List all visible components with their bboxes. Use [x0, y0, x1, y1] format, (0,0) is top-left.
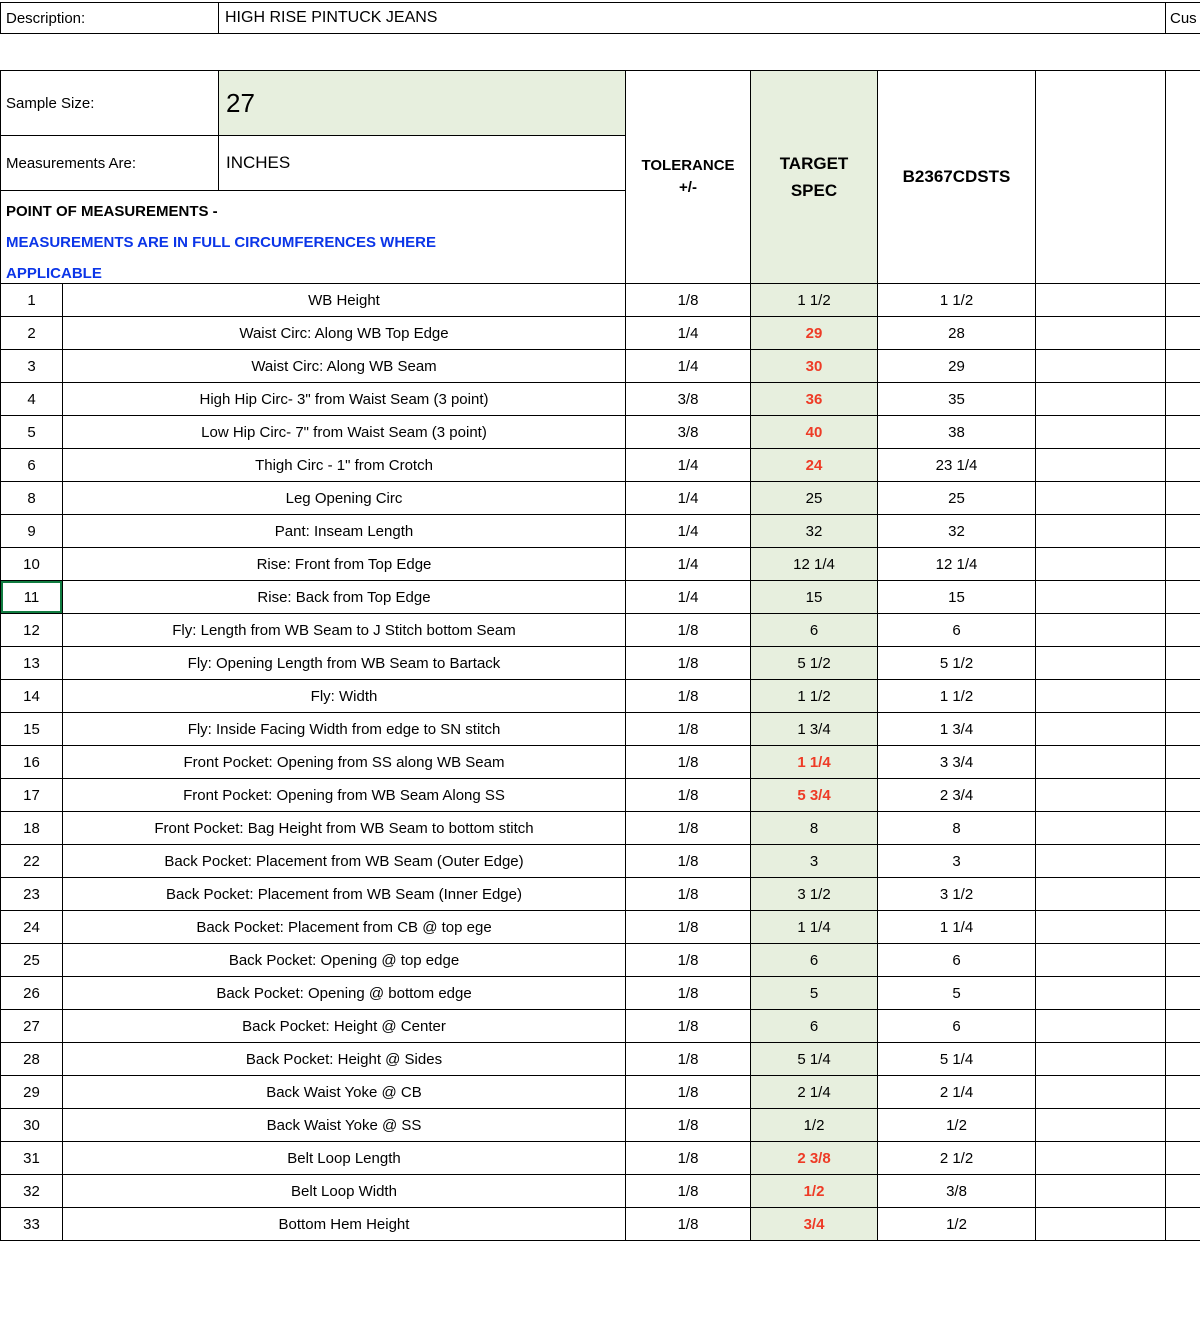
- target-spec-cell[interactable]: 5 3/4: [751, 779, 878, 812]
- empty-cell[interactable]: [1036, 1109, 1166, 1142]
- row-number-cell[interactable]: 11: [1, 581, 63, 614]
- row-number-cell[interactable]: 28: [1, 1043, 63, 1076]
- spec-row: [1, 1109, 1200, 1142]
- spec-row: [1, 416, 1200, 449]
- pom-description-cell[interactable]: Rise: Back from Top Edge: [63, 581, 626, 614]
- measurements-are-value-cell[interactable]: [218, 135, 625, 190]
- target-spec-cell[interactable]: 15: [751, 581, 878, 614]
- target-spec-cell[interactable]: 6: [751, 1010, 878, 1043]
- spec-row: [1, 581, 1200, 614]
- target-spec-cell[interactable]: 25: [751, 482, 878, 515]
- pom-description-cell[interactable]: Back Pocket: Opening @ bottom edge: [63, 977, 626, 1010]
- pom-description-cell[interactable]: Back Pocket: Placement from WB Seam (Outer Edge): [63, 845, 626, 878]
- edge-cell[interactable]: [1166, 449, 1200, 482]
- edge-cell[interactable]: [1166, 977, 1200, 1010]
- target-spec-cell[interactable]: 40: [751, 416, 878, 449]
- measurements-are-label: Measurements Are:: [6, 154, 137, 172]
- tolerance-cell[interactable]: 1/4: [626, 449, 751, 482]
- pom-description-cell[interactable]: Bottom Hem Height: [63, 1208, 626, 1241]
- row-number-cell[interactable]: 25: [1, 944, 63, 977]
- edge-cell[interactable]: [1166, 548, 1200, 581]
- edge-cell[interactable]: [1166, 317, 1200, 350]
- pom-description-cell[interactable]: Back Pocket: Placement from CB @ top ege: [63, 911, 626, 944]
- edge-cell[interactable]: [1166, 614, 1200, 647]
- pom-description-cell[interactable]: Front Pocket: Opening from SS along WB Seam: [63, 746, 626, 779]
- target-spec-cell[interactable]: 6: [751, 944, 878, 977]
- target-spec-cell[interactable]: 1 1/4: [751, 746, 878, 779]
- row-number-cell[interactable]: 30: [1, 1109, 63, 1142]
- tolerance-cell[interactable]: 1/8: [626, 647, 751, 680]
- tolerance-cell[interactable]: 1/4: [626, 548, 751, 581]
- row-number-cell[interactable]: 24: [1, 911, 63, 944]
- edge-column-header[interactable]: [1165, 70, 1200, 283]
- spec-row: [1, 1142, 1200, 1175]
- spec-row: [1, 515, 1200, 548]
- empty-cell[interactable]: [1036, 1076, 1166, 1109]
- target-spec-cell[interactable]: 30: [751, 350, 878, 383]
- target-spec-cell[interactable]: 8: [751, 812, 878, 845]
- edge-cell[interactable]: [1166, 1076, 1200, 1109]
- description-value-cell[interactable]: [218, 2, 1165, 34]
- target-spec-cell[interactable]: 5: [751, 977, 878, 1010]
- edge-cell[interactable]: [1166, 878, 1200, 911]
- sample-measure-cell[interactable]: 6: [878, 1010, 1036, 1043]
- edge-cell[interactable]: [1166, 284, 1200, 317]
- pom-description-cell[interactable]: Fly: Opening Length from WB Seam to Bartack: [63, 647, 626, 680]
- edge-cell[interactable]: [1166, 1208, 1200, 1241]
- row-number-cell[interactable]: 5: [1, 416, 63, 449]
- pom-description-cell[interactable]: Fly: Length from WB Seam to J Stitch bottom Seam: [63, 614, 626, 647]
- row-number-cell[interactable]: 33: [1, 1208, 63, 1241]
- empty-cell[interactable]: [1036, 713, 1166, 746]
- row-number-cell[interactable]: 2: [1, 317, 63, 350]
- row-number-cell[interactable]: 23: [1, 878, 63, 911]
- target-spec-column-header[interactable]: [750, 70, 877, 283]
- edge-cell[interactable]: [1166, 944, 1200, 977]
- sample-measure-cell[interactable]: 35: [878, 383, 1036, 416]
- edge-cell[interactable]: [1166, 911, 1200, 944]
- target-spec-cell[interactable]: 1 1/2: [751, 284, 878, 317]
- sample-measure-cell[interactable]: 2 3/4: [878, 779, 1036, 812]
- pom-description-cell[interactable]: WB Height: [63, 284, 626, 317]
- edge-cell[interactable]: [1166, 647, 1200, 680]
- pom-description-cell[interactable]: Thigh Circ - 1" from Crotch: [63, 449, 626, 482]
- description-label-cell[interactable]: [0, 2, 218, 34]
- row-number-cell[interactable]: 17: [1, 779, 63, 812]
- sample-measure-cell[interactable]: 25: [878, 482, 1036, 515]
- edge-cell[interactable]: [1166, 812, 1200, 845]
- customer-truncated-label: Cus: [1170, 9, 1197, 27]
- empty-cell[interactable]: [1036, 317, 1166, 350]
- target-spec-cell[interactable]: 1/2: [751, 1109, 878, 1142]
- spec-row: [1, 614, 1200, 647]
- spec-row: [1, 944, 1200, 977]
- spec-row: [1, 383, 1200, 416]
- row-number-cell[interactable]: 14: [1, 680, 63, 713]
- sample-measure-cell[interactable]: 3/8: [878, 1175, 1036, 1208]
- tolerance-header-line1: TOLERANCE: [641, 156, 735, 174]
- tolerance-cell[interactable]: 1/8: [626, 1076, 751, 1109]
- pom-description-cell[interactable]: Fly: Inside Facing Width from edge to SN stitch: [63, 713, 626, 746]
- pom-description-cell[interactable]: Back Waist Yoke @ SS: [63, 1109, 626, 1142]
- edge-cell[interactable]: [1166, 383, 1200, 416]
- empty-cell[interactable]: [1036, 680, 1166, 713]
- row-number-cell[interactable]: 31: [1, 1142, 63, 1175]
- tolerance-cell[interactable]: 1/8: [626, 1142, 751, 1175]
- sample-measure-cell[interactable]: 5 1/4: [878, 1043, 1036, 1076]
- spec-row: [1, 845, 1200, 878]
- pom-description-cell[interactable]: Leg Opening Circ: [63, 482, 626, 515]
- empty-cell[interactable]: [1036, 746, 1166, 779]
- target-spec-cell[interactable]: 1 3/4: [751, 713, 878, 746]
- target-spec-cell[interactable]: 2 1/4: [751, 1076, 878, 1109]
- pom-description-cell[interactable]: Front Pocket: Bag Height from WB Seam to bottom stitch: [63, 812, 626, 845]
- target-spec-cell[interactable]: 3: [751, 845, 878, 878]
- pom-description-cell[interactable]: Low Hip Circ- 7" from Waist Seam (3 point): [63, 416, 626, 449]
- edge-cell[interactable]: [1166, 713, 1200, 746]
- row-number-cell[interactable]: 32: [1, 1175, 63, 1208]
- empty-cell[interactable]: [1036, 548, 1166, 581]
- sample-measure-cell[interactable]: 3 1/2: [878, 878, 1036, 911]
- row-number-cell[interactable]: 26: [1, 977, 63, 1010]
- edge-cell[interactable]: [1166, 779, 1200, 812]
- empty-cell[interactable]: [1036, 1208, 1166, 1241]
- sample-measure-cell[interactable]: 29: [878, 350, 1036, 383]
- empty-cell[interactable]: [1036, 614, 1166, 647]
- row-number-cell[interactable]: 27: [1, 1010, 63, 1043]
- target-header-line1: TARGET: [779, 153, 849, 173]
- empty-cell[interactable]: [1036, 878, 1166, 911]
- sample-measure-cell[interactable]: 1/2: [878, 1109, 1036, 1142]
- target-spec-cell[interactable]: 24: [751, 449, 878, 482]
- tolerance-cell[interactable]: 1/8: [626, 1208, 751, 1241]
- spec-row: [1, 1076, 1200, 1109]
- tolerance-cell[interactable]: 1/4: [626, 350, 751, 383]
- empty-cell[interactable]: [1036, 1010, 1166, 1043]
- target-spec-cell[interactable]: 29: [751, 317, 878, 350]
- target-spec-cell[interactable]: 2 3/8: [751, 1142, 878, 1175]
- point-of-measurements-cell[interactable]: [0, 190, 625, 283]
- pom-description-cell[interactable]: Back Pocket: Height @ Sides: [63, 1043, 626, 1076]
- tolerance-cell[interactable]: 1/8: [626, 713, 751, 746]
- sample-measure-cell[interactable]: 32: [878, 515, 1036, 548]
- target-spec-cell[interactable]: 32: [751, 515, 878, 548]
- sample-measure-cell[interactable]: 1 1/4: [878, 911, 1036, 944]
- empty-cell[interactable]: [1036, 449, 1166, 482]
- tolerance-column-header[interactable]: [625, 70, 750, 283]
- pom-description-cell[interactable]: Front Pocket: Opening from WB Seam Along SS: [63, 779, 626, 812]
- tolerance-cell[interactable]: 1/8: [626, 1109, 751, 1142]
- pom-description-cell[interactable]: Belt Loop Width: [63, 1175, 626, 1208]
- empty-cell[interactable]: [1036, 416, 1166, 449]
- pom-title-blue-line2: APPLICABLE: [6, 265, 102, 282]
- row-number-cell[interactable]: 13: [1, 647, 63, 680]
- spec-row: [1, 713, 1200, 746]
- spec-row: [1, 482, 1200, 515]
- sample-size-label-cell[interactable]: [0, 70, 218, 135]
- pom-description-cell[interactable]: Belt Loop Length: [63, 1142, 626, 1175]
- sample-measure-cell[interactable]: 3: [878, 845, 1036, 878]
- row-number-cell[interactable]: 8: [1, 482, 63, 515]
- empty-cell[interactable]: [1036, 284, 1166, 317]
- sample-measure-cell[interactable]: 6: [878, 614, 1036, 647]
- row-number-cell[interactable]: 22: [1, 845, 63, 878]
- edge-cell[interactable]: [1166, 1043, 1200, 1076]
- target-header-line2: SPEC: [790, 181, 838, 200]
- pom-title-blue-line1: MEASUREMENTS ARE IN FULL CIRCUMFERENCES WHERE: [6, 234, 437, 251]
- edge-cell[interactable]: [1166, 680, 1200, 713]
- spec-row: [1, 317, 1200, 350]
- target-spec-cell[interactable]: 5 1/4: [751, 1043, 878, 1076]
- tolerance-cell[interactable]: 1/8: [626, 614, 751, 647]
- sample-measure-cell[interactable]: 38: [878, 416, 1036, 449]
- description-label: Description:: [6, 9, 86, 27]
- spec-row: [1, 548, 1200, 581]
- empty-column-header[interactable]: [1035, 70, 1165, 283]
- target-spec-cell[interactable]: 1 1/2: [751, 680, 878, 713]
- empty-cell[interactable]: [1036, 647, 1166, 680]
- edge-cell[interactable]: [1166, 350, 1200, 383]
- tolerance-cell[interactable]: 1/8: [626, 944, 751, 977]
- pom-description-cell[interactable]: High Hip Circ- 3" from Waist Seam (3 point): [63, 383, 626, 416]
- row-number-cell[interactable]: 3: [1, 350, 63, 383]
- sample-measure-cell[interactable]: 5 1/2: [878, 647, 1036, 680]
- target-spec-cell[interactable]: 36: [751, 383, 878, 416]
- edge-cell[interactable]: [1166, 1142, 1200, 1175]
- sample-id-label: B2367CDSTS: [902, 167, 1011, 186]
- tolerance-cell[interactable]: 1/4: [626, 581, 751, 614]
- target-spec-cell[interactable]: 12 1/4: [751, 548, 878, 581]
- tolerance-cell[interactable]: 1/8: [626, 779, 751, 812]
- edge-cell[interactable]: [1166, 1010, 1200, 1043]
- row-number-cell[interactable]: 10: [1, 548, 63, 581]
- tolerance-cell[interactable]: 1/8: [626, 1043, 751, 1076]
- sample-measure-cell[interactable]: 2 1/2: [878, 1142, 1036, 1175]
- tolerance-cell[interactable]: 1/8: [626, 1010, 751, 1043]
- sample-measure-cell[interactable]: 8: [878, 812, 1036, 845]
- row-number-cell[interactable]: 6: [1, 449, 63, 482]
- spec-row: [1, 911, 1200, 944]
- measurements-are-label-cell[interactable]: [0, 135, 218, 190]
- tolerance-cell[interactable]: 1/8: [626, 1175, 751, 1208]
- sample-measure-cell[interactable]: 1/2: [878, 1208, 1036, 1241]
- empty-cell[interactable]: [1036, 845, 1166, 878]
- tolerance-cell[interactable]: 1/8: [626, 812, 751, 845]
- spec-row: [1, 680, 1200, 713]
- sample-measure-cell[interactable]: 1 3/4: [878, 713, 1036, 746]
- tolerance-cell[interactable]: 1/4: [626, 317, 751, 350]
- target-spec-cell[interactable]: 5 1/2: [751, 647, 878, 680]
- sample-measure-cell[interactable]: 3 3/4: [878, 746, 1036, 779]
- sample-measure-cell[interactable]: 28: [878, 317, 1036, 350]
- empty-cell[interactable]: [1036, 1142, 1166, 1175]
- spec-row: [1, 647, 1200, 680]
- spec-row: [1, 1010, 1200, 1043]
- spec-row: [1, 284, 1200, 317]
- spec-row: [1, 350, 1200, 383]
- spec-row: [1, 449, 1200, 482]
- row-number-cell[interactable]: 15: [1, 713, 63, 746]
- pom-description-cell[interactable]: Pant: Inseam Length: [63, 515, 626, 548]
- sample-id-column-header[interactable]: [877, 70, 1035, 283]
- sample-measure-cell[interactable]: 1 1/2: [878, 680, 1036, 713]
- tolerance-cell[interactable]: 1/8: [626, 680, 751, 713]
- row-number-cell[interactable]: 9: [1, 515, 63, 548]
- sample-size-value-cell[interactable]: [218, 70, 625, 135]
- empty-cell[interactable]: [1036, 1175, 1166, 1208]
- pom-description-cell[interactable]: Back Pocket: Height @ Center: [63, 1010, 626, 1043]
- customer-truncated-cell[interactable]: [1165, 2, 1200, 34]
- row-number-cell[interactable]: 18: [1, 812, 63, 845]
- sample-measure-cell[interactable]: 6: [878, 944, 1036, 977]
- target-spec-cell[interactable]: 6: [751, 614, 878, 647]
- row-number-cell[interactable]: 16: [1, 746, 63, 779]
- empty-cell[interactable]: [1036, 350, 1166, 383]
- empty-cell[interactable]: [1036, 779, 1166, 812]
- edge-cell[interactable]: [1166, 1175, 1200, 1208]
- sample-measure-cell[interactable]: 23 1/4: [878, 449, 1036, 482]
- spec-table: [0, 283, 1200, 1241]
- edge-cell[interactable]: [1166, 581, 1200, 614]
- spec-table-body: [1, 284, 1200, 1241]
- spec-row: [1, 779, 1200, 812]
- tolerance-cell[interactable]: 1/8: [626, 977, 751, 1010]
- spec-row: [1, 746, 1200, 779]
- spec-row: [1, 1175, 1200, 1208]
- edge-cell[interactable]: [1166, 746, 1200, 779]
- pom-title-black: POINT OF MEASUREMENTS -: [6, 203, 218, 220]
- empty-cell[interactable]: [1036, 812, 1166, 845]
- tolerance-cell[interactable]: 1/8: [626, 911, 751, 944]
- empty-cell[interactable]: [1036, 911, 1166, 944]
- pom-description-cell[interactable]: Fly: Width: [63, 680, 626, 713]
- tolerance-cell[interactable]: 1/4: [626, 515, 751, 548]
- pom-description-cell[interactable]: Back Pocket: Placement from WB Seam (Inner Edge): [63, 878, 626, 911]
- sample-size-label: Sample Size:: [6, 94, 95, 112]
- tolerance-cell[interactable]: 1/8: [626, 746, 751, 779]
- target-spec-cell[interactable]: 3/4: [751, 1208, 878, 1241]
- description-value: HIGH RISE PINTUCK JEANS: [225, 9, 438, 26]
- pom-description-cell[interactable]: Back Waist Yoke @ CB: [63, 1076, 626, 1109]
- sample-size-value: 27: [226, 87, 255, 118]
- empty-cell[interactable]: [1036, 1043, 1166, 1076]
- sample-measure-cell[interactable]: 15: [878, 581, 1036, 614]
- empty-cell[interactable]: [1036, 581, 1166, 614]
- target-spec-cell[interactable]: 3 1/2: [751, 878, 878, 911]
- spec-row: [1, 812, 1200, 845]
- pom-description-cell[interactable]: Waist Circ: Along WB Seam: [63, 350, 626, 383]
- sample-measure-cell[interactable]: 2 1/4: [878, 1076, 1036, 1109]
- measurements-are-value: INCHES: [226, 153, 291, 172]
- empty-cell[interactable]: [1036, 977, 1166, 1010]
- tolerance-cell[interactable]: 1/8: [626, 284, 751, 317]
- tolerance-cell[interactable]: 3/8: [626, 383, 751, 416]
- spec-row: [1, 878, 1200, 911]
- tolerance-cell[interactable]: 1/8: [626, 878, 751, 911]
- sample-measure-cell[interactable]: 1 1/2: [878, 284, 1036, 317]
- sample-measure-cell[interactable]: 12 1/4: [878, 548, 1036, 581]
- empty-cell[interactable]: [1036, 482, 1166, 515]
- empty-cell[interactable]: [1036, 944, 1166, 977]
- tolerance-cell[interactable]: 1/8: [626, 845, 751, 878]
- edge-cell[interactable]: [1166, 845, 1200, 878]
- empty-cell[interactable]: [1036, 515, 1166, 548]
- empty-cell[interactable]: [1036, 383, 1166, 416]
- tolerance-header-line2: +/-: [679, 179, 697, 196]
- pom-description-cell[interactable]: Waist Circ: Along WB Top Edge: [63, 317, 626, 350]
- spec-row: [1, 977, 1200, 1010]
- row-number-cell[interactable]: 12: [1, 614, 63, 647]
- target-spec-cell[interactable]: 1 1/4: [751, 911, 878, 944]
- row-number-cell[interactable]: 29: [1, 1076, 63, 1109]
- edge-cell[interactable]: [1166, 515, 1200, 548]
- pom-description-cell[interactable]: Back Pocket: Opening @ top edge: [63, 944, 626, 977]
- tolerance-cell[interactable]: 3/8: [626, 416, 751, 449]
- row-number-cell[interactable]: 1: [1, 284, 63, 317]
- edge-cell[interactable]: [1166, 482, 1200, 515]
- pom-description-cell[interactable]: Rise: Front from Top Edge: [63, 548, 626, 581]
- row-number-cell[interactable]: 4: [1, 383, 63, 416]
- spec-row: [1, 1208, 1200, 1241]
- target-spec-cell[interactable]: 1/2: [751, 1175, 878, 1208]
- spec-row: [1, 1043, 1200, 1076]
- tolerance-cell[interactable]: 1/4: [626, 482, 751, 515]
- edge-cell[interactable]: [1166, 416, 1200, 449]
- edge-cell[interactable]: [1166, 1109, 1200, 1142]
- sample-measure-cell[interactable]: 5: [878, 977, 1036, 1010]
